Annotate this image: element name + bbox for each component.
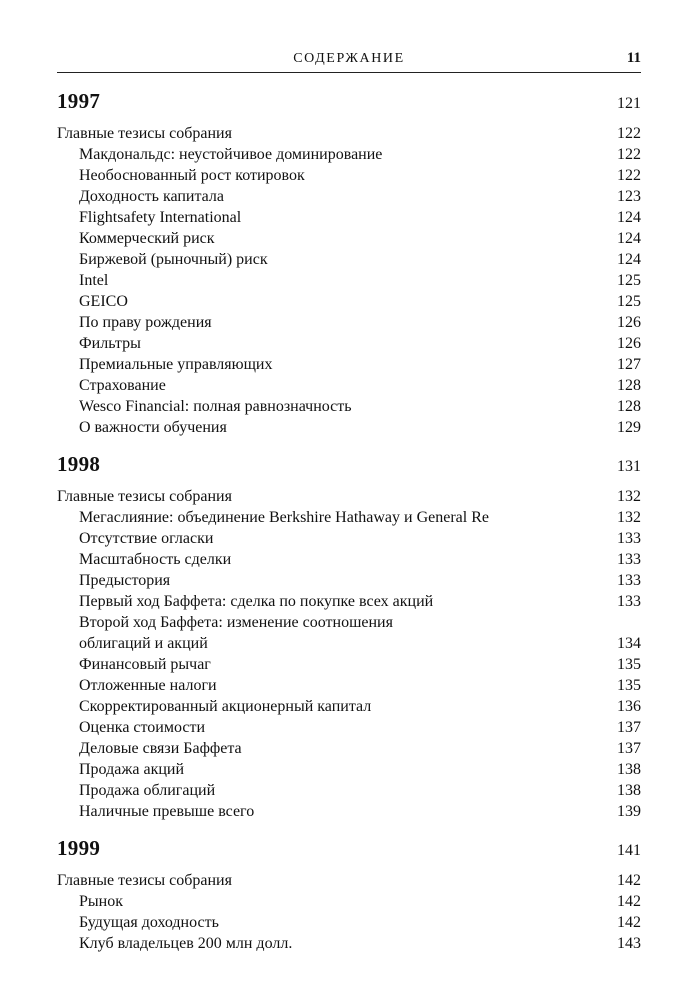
toc-entry-page: 133 <box>617 551 641 568</box>
toc-entry-page: 124 <box>617 209 641 226</box>
toc-entry-label: Главные тезисы собрания <box>57 488 232 505</box>
toc-entry-page: 142 <box>617 914 641 931</box>
toc-entry-label: Биржевой (рыночный) риск <box>79 251 268 268</box>
section-heading <box>57 89 641 123</box>
toc-entry-page: 128 <box>617 377 641 394</box>
toc-entry-label: Мегаслияние: объединение Berkshire Hathaway и General Re <box>79 509 489 526</box>
toc-entry-page: 138 <box>617 761 641 778</box>
toc-entry-label: Второй ход Баффета: изменение соотношения <box>79 614 393 631</box>
toc-entry-label: Главные тезисы собрания <box>57 872 232 889</box>
toc-entry-page: 142 <box>617 893 641 910</box>
section-heading <box>57 452 641 486</box>
page-number: 11 <box>626 50 641 66</box>
toc-entry-page: 138 <box>617 782 641 799</box>
toc-entry <box>57 696 641 717</box>
toc-entry <box>57 186 641 207</box>
toc-entry-page: 143 <box>617 935 641 952</box>
section-year: 1997 <box>57 89 101 113</box>
running-title: СОДЕРЖАНИЕ <box>293 51 405 66</box>
toc-entry <box>57 570 641 591</box>
toc-entry-page: 127 <box>617 356 641 373</box>
toc-entry-page: 125 <box>617 293 641 310</box>
toc-entry <box>57 528 641 549</box>
toc-entry <box>57 291 641 312</box>
toc-entry-page: 129 <box>617 419 641 436</box>
toc-entry <box>57 801 641 822</box>
toc-entry <box>57 228 641 249</box>
toc-entry-label: Продажа акций <box>79 761 185 778</box>
toc-entry <box>57 717 641 738</box>
toc-entry-page: 123 <box>617 188 641 205</box>
toc-entry-label: Страхование <box>79 377 166 394</box>
toc-entry-page: 137 <box>617 740 641 757</box>
toc-entry-page: 124 <box>617 230 641 247</box>
toc-entry <box>57 165 641 186</box>
section-1998 <box>57 452 641 822</box>
toc-entry-label: О важности обучения <box>79 419 227 436</box>
toc-entry <box>57 396 641 417</box>
toc-entry-page: 137 <box>617 719 641 736</box>
toc-entry <box>57 780 641 801</box>
toc-entry-page: 142 <box>617 872 641 889</box>
toc-entry <box>57 591 641 612</box>
toc-entry-page: 132 <box>617 509 641 526</box>
toc-entry <box>57 912 641 933</box>
toc-entry-label: Деловые связи Баффета <box>79 740 242 757</box>
toc-entry-label: Продажа облигаций <box>79 782 216 799</box>
toc-entry-page: 133 <box>617 572 641 589</box>
toc-entry <box>57 738 641 759</box>
toc-entry-page: 124 <box>617 251 641 268</box>
toc-entry-page: 132 <box>617 488 641 505</box>
toc-entry-page: 126 <box>617 314 641 331</box>
toc-entry <box>57 333 641 354</box>
toc-entry-label: Wesco Financial: полная равнозначность <box>79 398 352 415</box>
toc-entry-label: Масштабность сделки <box>79 551 232 568</box>
section-page: 131 <box>617 458 641 475</box>
toc-entry <box>57 312 641 333</box>
toc-entry-page: 135 <box>617 677 641 694</box>
toc-entry-label: Фильтры <box>79 335 141 352</box>
toc-entry-label: Скорректированный акционерный капитал <box>79 698 372 715</box>
section-1997 <box>57 89 641 438</box>
toc-entry-label: Рынок <box>79 893 123 910</box>
toc-entry <box>57 891 641 912</box>
toc-entry <box>57 675 641 696</box>
toc-entry-label: Оценка стоимости <box>79 719 206 736</box>
toc-entry-page: 133 <box>617 530 641 547</box>
toc-entry-label: Коммерческий риск <box>79 230 215 247</box>
toc-entry-page: 125 <box>617 272 641 289</box>
toc-entry-label: облигаций и акций <box>79 635 208 652</box>
toc-entry <box>57 417 641 438</box>
toc-entry-page: 126 <box>617 335 641 352</box>
section-1999 <box>57 836 641 954</box>
toc-entry-label: По праву рождения <box>79 314 212 331</box>
toc-entry <box>57 144 641 165</box>
toc-entry-label: Клуб владельцев 200 млн долл. <box>79 935 293 952</box>
toc-entry <box>57 123 641 144</box>
toc-entry <box>57 633 641 654</box>
toc-entry-label: Доходность капитала <box>79 188 224 205</box>
toc-entry-label: Необоснованный рост котировок <box>79 167 305 184</box>
toc-entry-page: 139 <box>617 803 641 820</box>
toc-entry <box>57 870 641 891</box>
toc-entry-page: 128 <box>617 398 641 415</box>
toc-entry-label: Первый ход Баффета: сделка по покупке всех акций <box>79 593 434 610</box>
toc-entry <box>57 486 641 507</box>
section-page: 141 <box>617 842 641 859</box>
toc-entry <box>57 207 641 228</box>
toc-entry-label: Макдональдс: неустойчивое доминирование <box>79 146 383 163</box>
section-page: 121 <box>617 95 641 112</box>
toc-entry-label: Наличные превыше всего <box>79 803 255 820</box>
toc-entry <box>57 249 641 270</box>
toc-entry <box>57 654 641 675</box>
toc-entry-label: Отложенные налоги <box>79 677 217 694</box>
toc-entry-page: 122 <box>617 167 641 184</box>
toc-entry-label: Flightsafety International <box>79 209 242 226</box>
toc-entry <box>57 375 641 396</box>
toc-entry-page: 122 <box>617 125 641 142</box>
toc-entry-page: 133 <box>617 593 641 610</box>
toc-page <box>57 48 641 954</box>
toc-entry-page: 122 <box>617 146 641 163</box>
toc-entry-label: Главные тезисы собрания <box>57 125 232 142</box>
toc-entry <box>57 933 641 954</box>
toc-entry <box>57 270 641 291</box>
toc-entry-label: Предыстория <box>79 572 171 589</box>
running-header <box>57 48 641 73</box>
toc-entry-label: Премиальные управляющих <box>79 356 273 373</box>
toc-entry-label: GEICO <box>79 293 128 310</box>
toc-entry-label: Intel <box>79 272 109 289</box>
toc-entry <box>57 549 641 570</box>
toc-entry-label: Финансовый рычаг <box>79 656 211 673</box>
toc-entry-label: Отсутствие огласки <box>79 530 214 547</box>
section-year: 1999 <box>57 836 101 860</box>
toc-entry-page: 136 <box>617 698 641 715</box>
toc-entry <box>57 759 641 780</box>
toc-entry <box>57 612 641 633</box>
toc-entry-page: 135 <box>617 656 641 673</box>
toc-entry-label: Будущая доходность <box>79 914 219 931</box>
section-heading <box>57 836 641 870</box>
toc-entry <box>57 507 641 528</box>
toc-entry-page: 134 <box>617 635 641 652</box>
section-year: 1998 <box>57 452 101 476</box>
toc-entry <box>57 354 641 375</box>
